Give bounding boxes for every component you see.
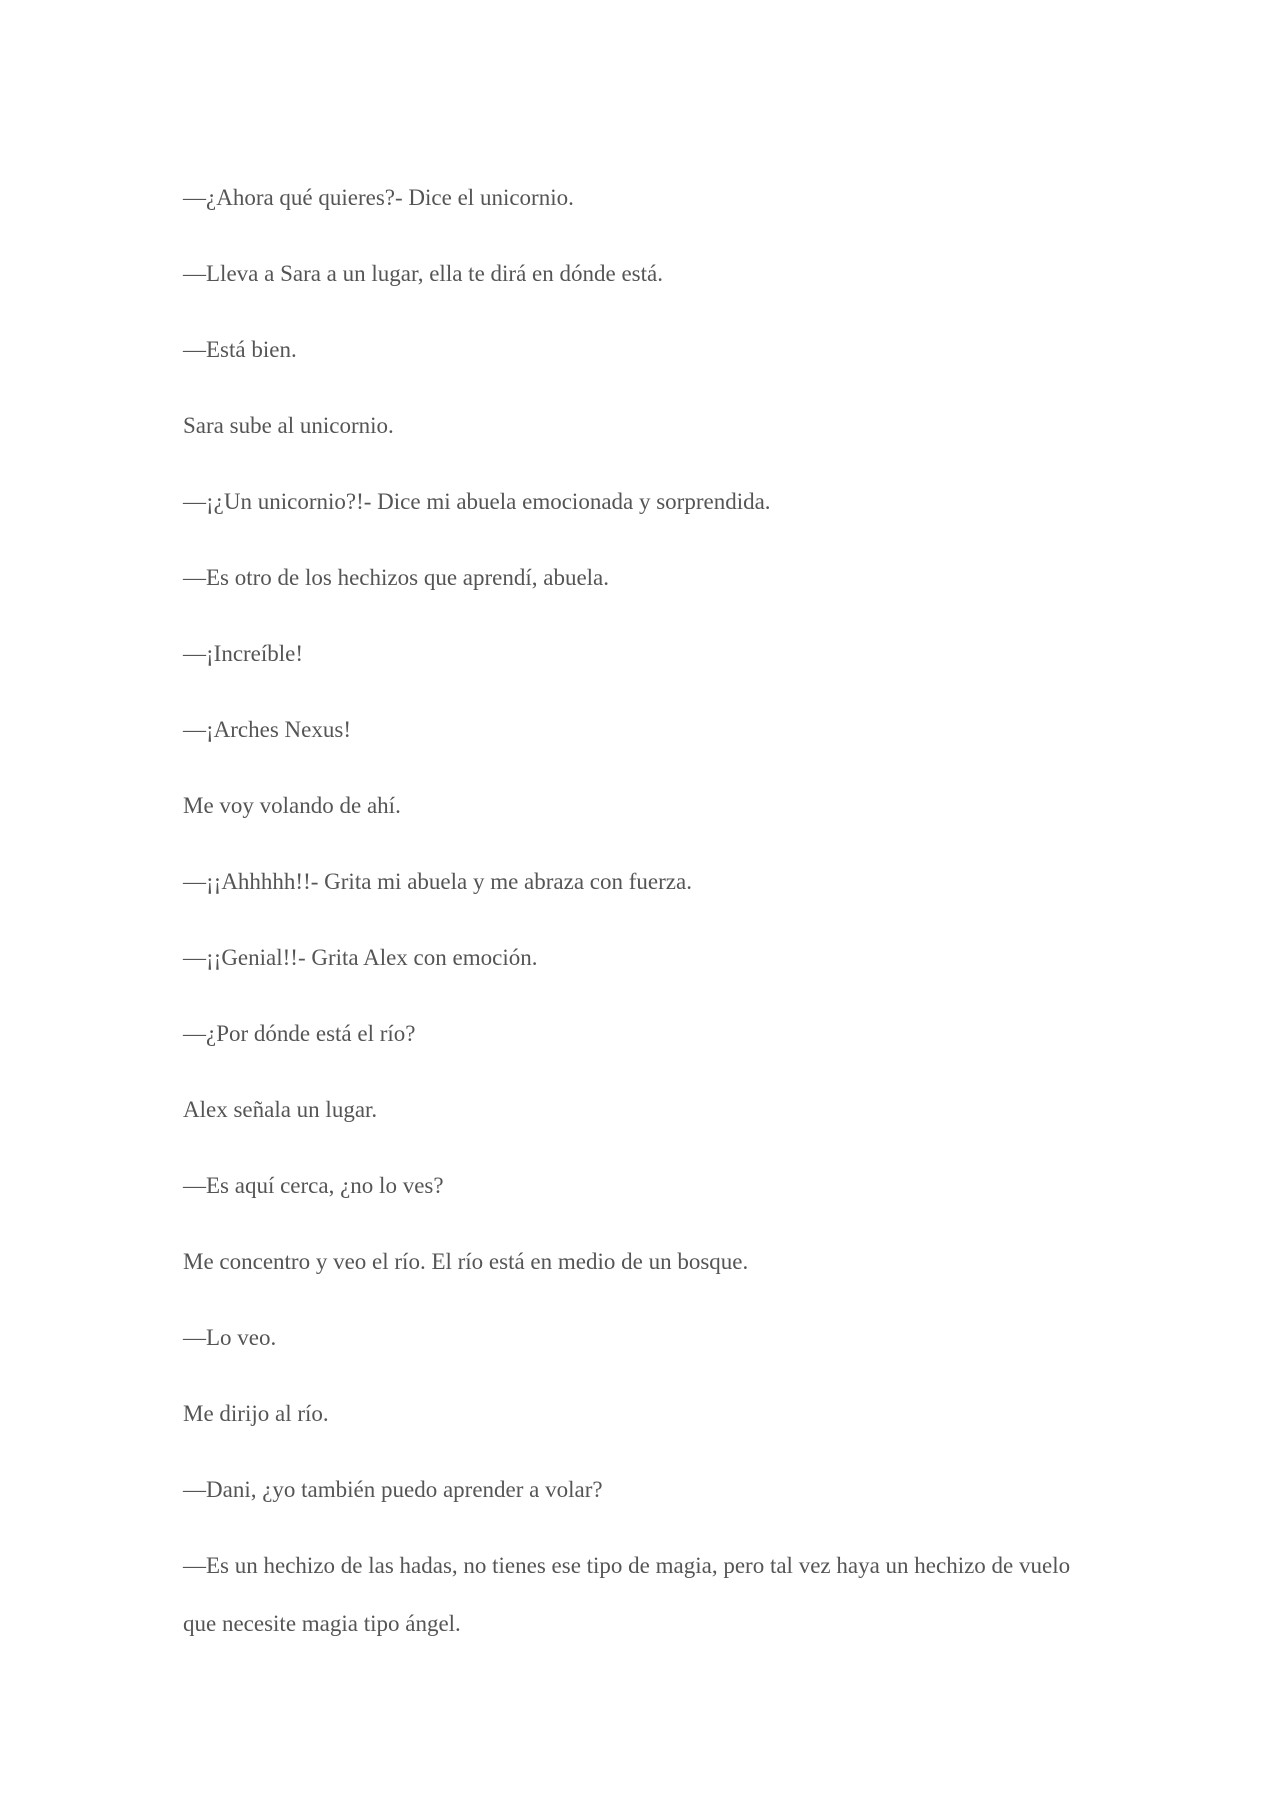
paragraph: Me voy volando de ahí. — [183, 793, 401, 818]
paragraph: —¿Por dónde está el río? — [183, 1021, 416, 1046]
paragraph: —Lleva a Sara a un lugar, ella te dirá en dónde está. — [183, 261, 663, 286]
paragraph: —Es otro de los hechizos que aprendí, abuela. — [183, 565, 610, 590]
paragraph: —¡Arches Nexus! — [183, 717, 351, 742]
paragraph: —Es aquí cerca, ¿no lo ves? — [183, 1173, 444, 1198]
paragraph: —¡¡Genial!!- Grita Alex con emoción. — [183, 945, 538, 970]
paragraph: —¡¿Un unicornio?!- Dice mi abuela emocionada y sorprendida. — [183, 489, 771, 514]
paragraph: —¡¡Ahhhhh!!- Grita mi abuela y me abraza con fuerza. — [183, 869, 692, 894]
paragraph: Me concentro y veo el río. El río está en medio de un bosque. — [183, 1249, 749, 1274]
paragraph: —¡Increíble! — [183, 641, 304, 666]
paragraph: —Está bien. — [183, 337, 297, 362]
document-body — [183, 182, 1103, 1698]
paragraph: Me dirijo al río. — [183, 1401, 329, 1426]
paragraph: —Es un hechizo de las hadas, no tienes ese tipo de magia, pero tal vez haya un hechizo de vuelo que necesite magia tipo ángel. — [183, 1553, 1071, 1636]
paragraph: —Lo veo. — [183, 1325, 277, 1350]
paragraph: Alex señala un lugar. — [183, 1097, 378, 1122]
paragraph: Sara sube al unicornio. — [183, 413, 394, 438]
paragraph: —¿Ahora qué quieres?- Dice el unicornio. — [183, 185, 574, 210]
paragraph: —Dani, ¿yo también puedo aprender a volar? — [183, 1477, 603, 1502]
